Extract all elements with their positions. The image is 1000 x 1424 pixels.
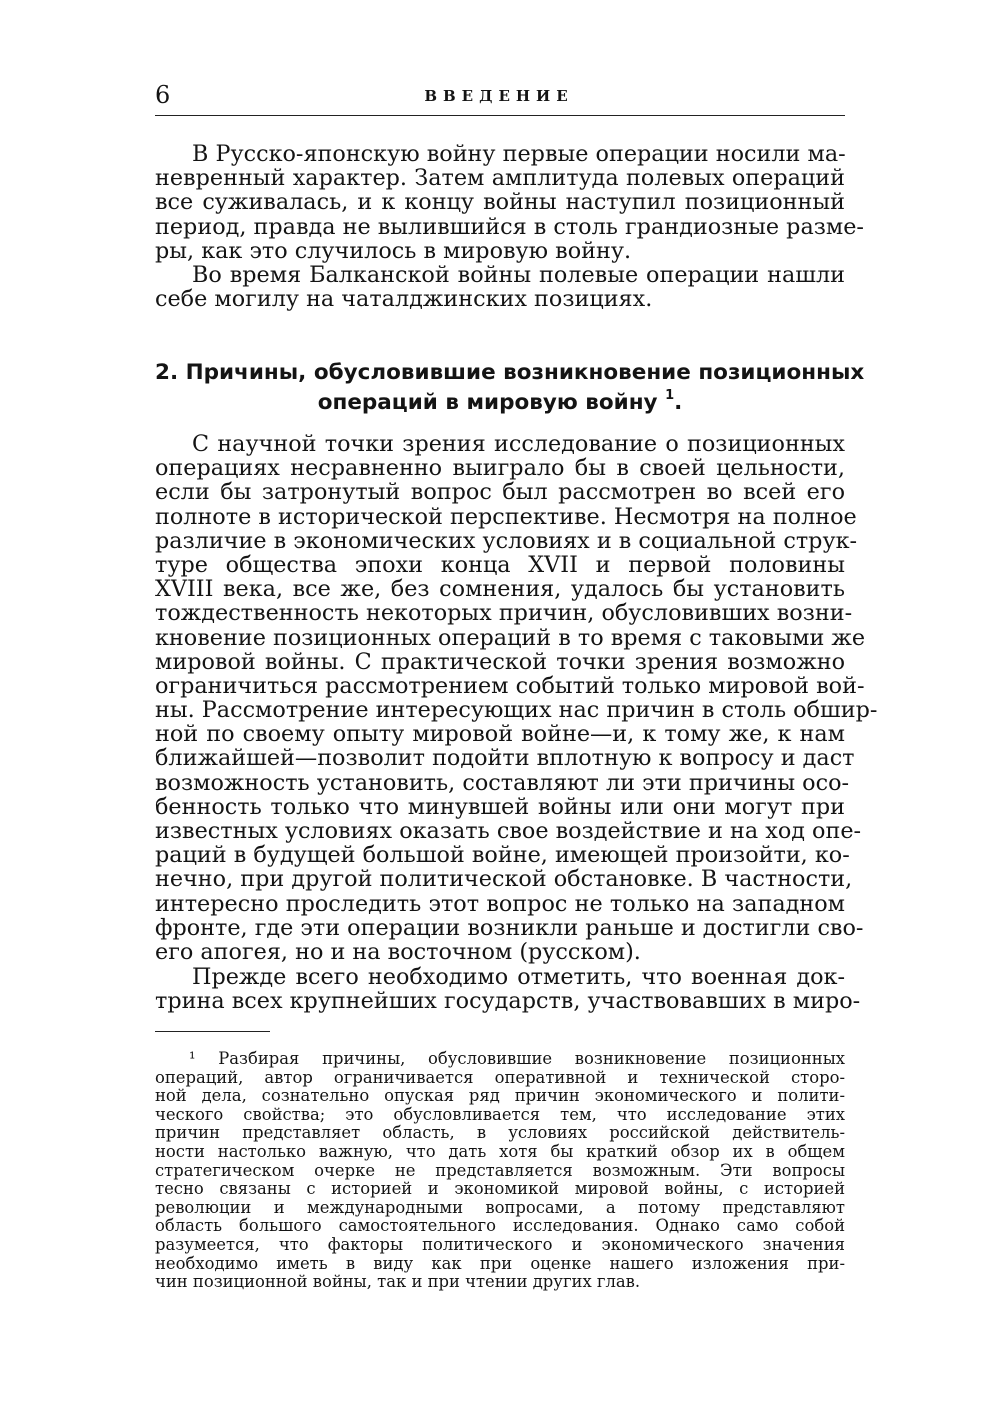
section-heading-line-2: [155, 388, 845, 418]
section-heading: [155, 358, 865, 418]
text-line: С научной точки зрения исследование о позиционных: [192, 431, 845, 457]
intro-paragraph-2: [155, 263, 845, 311]
footnote-line: разумеется, что факторы политического и экономического значения: [155, 1234, 845, 1254]
text-line: операциях несравненно выиграло бы в своей цельности,: [155, 455, 845, 482]
footnote-line: необходимо иметь в виду как при оценке нашего изложения при-: [155, 1253, 845, 1273]
text-line: себе могилу на чаталджинских позициях.: [155, 286, 653, 313]
footnote-rule: [155, 1031, 270, 1032]
text-line: тождественность некоторых причин, обусловивших возни-: [155, 600, 853, 627]
footnote-line: стратегическом очерке не представляется возможным. Эти вопросы: [155, 1160, 845, 1180]
text-line: Во время Балканской войны полевые операции нашли: [192, 262, 845, 288]
footnote-line: тесно связаны с историей и экономикой мировой войны, с историей: [155, 1179, 845, 1199]
footnote-reference[interactable]: 1: [665, 387, 675, 403]
text-line: период, правда не вылившийся в столь грандиозные разме-: [155, 213, 864, 240]
main-paragraph-1: [155, 431, 878, 965]
text-line: возможность установить, составляют ли эти причины осо-: [155, 769, 850, 796]
text-line: его апогея, но и на восточном (русском).: [155, 938, 641, 965]
footnote-line: ной дела, сознательно опуская ряд причин экономического и полити-: [155, 1086, 845, 1106]
text-line: В Русско-японскую войну первые операции носили ма-: [192, 141, 846, 167]
text-line: кновение позиционных операций в то время с таковыми же: [155, 624, 866, 651]
footnote-line: чин позиционной войны, так и при чтении других глав.: [155, 1272, 641, 1292]
heading-period: .: [674, 390, 683, 415]
text-line: XVIII века, все же, без сомнения, удалось бы установить: [155, 576, 845, 603]
text-line: туре общества эпохи конца XVII и первой половины: [155, 551, 845, 578]
header-rule: [155, 115, 845, 116]
footnote-line: ности настолько важную, что дать хотя бы краткий обзор их в общем: [155, 1141, 845, 1161]
text-line: мировой войны. С практической точки зрения возможно: [155, 648, 845, 675]
text-line: если бы затронутый вопрос был рассмотрен во всей его: [155, 479, 845, 506]
footnote: [155, 1050, 845, 1292]
intro-paragraph-1: [155, 141, 864, 264]
text-line: интересно проследить этот вопрос не только на западном: [155, 890, 845, 917]
text-line: ограничиться рассмотрением событий только мировой вой-: [155, 672, 865, 699]
footnote-line: причин представляет область, в условиях российской действитель-: [155, 1123, 845, 1143]
footnote-line: ческого свойства; это обусловливается тем, что исследование этих: [155, 1104, 845, 1124]
text-line: полноте в исторической перспективе. Несмотря на полное: [155, 503, 857, 530]
running-title: ВВЕДЕНИЕ: [424, 87, 574, 105]
text-line: невренный характер. Затем амплитуда полевых операций: [155, 165, 845, 192]
text-line: бенность только что минувшей войны или они могут при: [155, 793, 845, 820]
text-line: все суживалась, и к концу войны наступил позиционный: [155, 189, 845, 216]
page-number: 6: [155, 81, 171, 109]
text-line: фронте, где эти операции возникли раньше и достигли сво-: [155, 914, 864, 941]
text-line: известных условиях оказать свое воздействие и на ход опе-: [155, 818, 862, 844]
text-line: нечно, при другой политической обстановке. В частности,: [155, 866, 853, 893]
main-paragraph-2: [155, 964, 861, 1015]
text-line: различие в экономических условиях и в социальной струк-: [155, 527, 858, 554]
footnote-line: революции и международными вопросами, а потому представляют: [155, 1197, 845, 1217]
section-heading-line-1: 2. Причины, обусловившие возникновение позиционных: [155, 360, 865, 385]
text-line: ной по своему опыту мировой войне—и, к тому же, к нам: [155, 721, 845, 748]
page-header: [155, 80, 843, 112]
section-heading-text: операций в мировую войну: [317, 390, 658, 415]
text-line: ближайшей—позволит подойти вплотную к вопросу и даст: [155, 745, 855, 772]
text-line: Прежде всего необходимо отметить, что военная док-: [192, 964, 845, 990]
footnote-line: операций, автор ограничивается оперативной и технической сторо-: [155, 1067, 845, 1087]
footnote-line: область большого самостоятельного исследования. Однако само собой: [155, 1216, 845, 1236]
text-line: ры, как это случилось в мировую войну.: [155, 237, 632, 264]
text-line: трина всех крупнейших государств, участвовавших в миро-: [155, 988, 861, 1015]
text-line: раций в будущей большой войне, имеющей произойти, ко-: [155, 842, 850, 869]
text-line: ны. Рассмотрение интересующих нас причин в столь обшир-: [155, 697, 878, 724]
footnote-line: ¹ Разбирая причины, обусловившие возникновение позиционных: [189, 1049, 845, 1068]
